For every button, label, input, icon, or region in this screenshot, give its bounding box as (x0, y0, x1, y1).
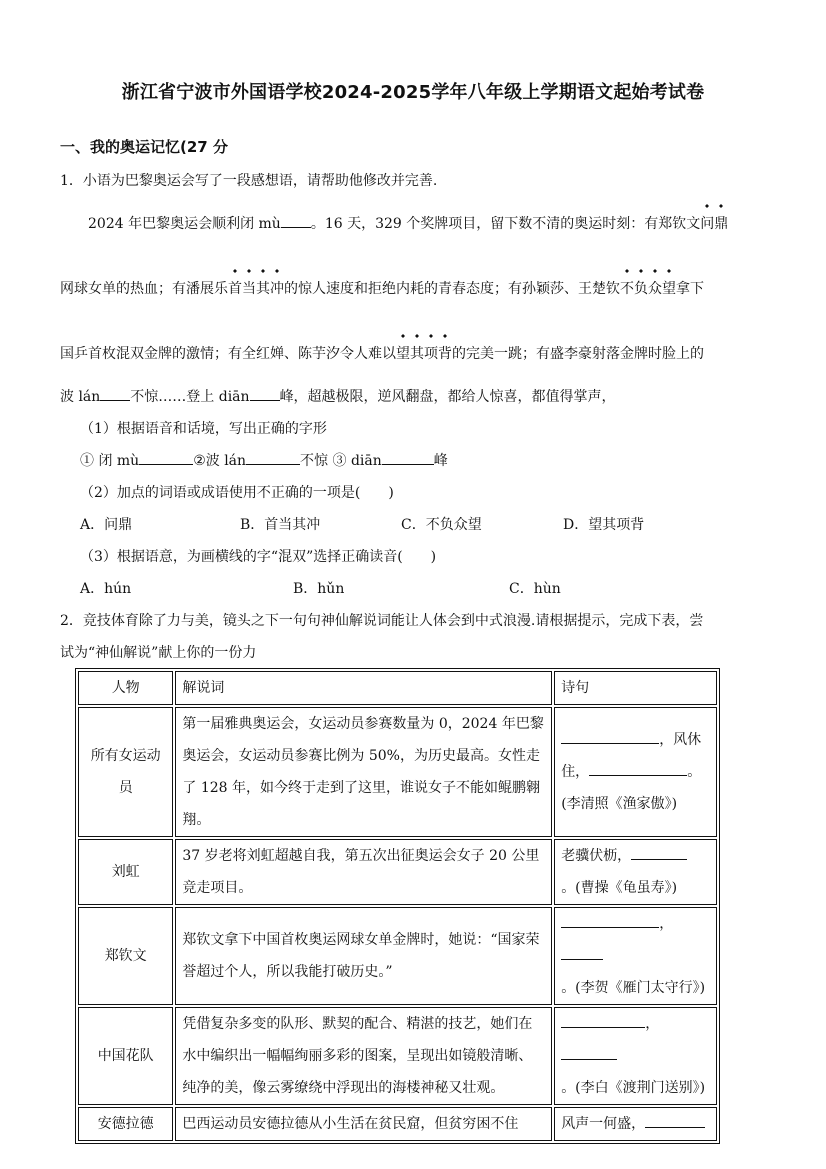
passage-text: 峰，超越极限，逆风翻盘，都给人惊喜，都值得掌声， (279, 389, 616, 405)
dotted-word: 望其项背 (396, 343, 452, 363)
column-header: 人物 (78, 671, 173, 705)
answer-blank[interactable] (561, 1014, 645, 1028)
blank-label: 不惊 ③ diān (300, 453, 382, 469)
blank-label: 峰 (433, 453, 448, 469)
answer-blank[interactable] (561, 914, 659, 928)
answer-blank[interactable] (281, 214, 311, 228)
poem-source: 。(曹操《龟虽寿》) (561, 880, 678, 896)
column-header: 解说词 (175, 671, 552, 705)
poem-source: 。(李白《渡荆门送别》) (561, 1080, 706, 1096)
sub-question-1-blanks (80, 450, 448, 470)
person-cell: 刘虹 (78, 839, 173, 905)
passage-text: 网球女单的热血；有潘展乐 (60, 281, 228, 297)
answer-blank[interactable] (100, 387, 130, 401)
sub-question-3: （3）根据语意，为画横线的字“混双”选择正确读音( ) (80, 549, 437, 565)
option-a[interactable]: A．问鼎 (80, 517, 133, 533)
poem-text: 老骥伏枥， (561, 848, 632, 864)
commentary-cell: 37 岁老将刘虹超越自我，第五次出征奥运会女子 20 公里竞走项目。 (175, 839, 552, 905)
dotted-word: 不负众望 (620, 278, 676, 298)
commentary-cell: 第一届雅典奥运会，女运动员参赛数量为 0，2024 年巴黎奥运会，女运动员参赛比例为 50%，为历史最高。女性走了 128 年，如今终于走到了这里，谁说女子不能如鲲鹏翱翔。 (175, 707, 552, 837)
dotted-word: 问鼎 (700, 213, 728, 233)
poem-cell (554, 839, 717, 905)
passage-line-1 (88, 213, 728, 233)
question-2-line-1: 2．竞技体育除了力与美，镜头之下一句句神仙解说词能让人体会到中式浪漫.请根据提示，完成下表，尝 (60, 613, 704, 629)
blank-label: ②波 lán (193, 453, 247, 469)
passage-text: 2024 年巴黎奥运会顺利闭 mù (88, 216, 281, 232)
option-d[interactable]: D．望其项背 (563, 517, 645, 533)
answer-blank[interactable] (561, 946, 603, 960)
table-row (78, 907, 717, 1005)
passage-line-4 (60, 386, 616, 406)
poem-text: 住， (561, 764, 590, 780)
person-cell: 安德拉德 (78, 1107, 173, 1141)
exam-title: 浙江省宁波市外国语学校2024-2025学年八年级上学期语文起始考试卷 (121, 82, 705, 103)
passage-text: 的惊人速度和拒绝内耗的青春态度；有孙颖莎、王楚钦 (284, 281, 620, 297)
poem-text: ，风休 (659, 732, 702, 748)
poem-source: 。(李贺《雁门太守行》) (561, 980, 706, 996)
passage-text: 国乒首枚混双金牌的激情；有全红婵、陈芋汐令人难以 (60, 346, 396, 362)
poem-text: ， (659, 916, 674, 932)
table-row (78, 839, 717, 905)
option-a[interactable]: A．hún (80, 581, 132, 597)
answer-blank[interactable] (589, 762, 687, 776)
poem-source: (李清照《渔家傲》) (561, 796, 678, 812)
commentary-cell: 郑钦文拿下中国首枚奥运网球女单金牌时，她说：“国家荣誉超过个人，所以我能打破历史。” (175, 907, 552, 1005)
answer-blank[interactable] (250, 387, 280, 401)
sub-question-1: （1）根据语音和话境，写出正确的字形 (80, 421, 327, 437)
poem-cell (554, 1107, 717, 1141)
question-2-line-2: 试为“神仙解说”献上你的一份力 (60, 645, 257, 661)
commentary-cell: 凭借复杂多变的队形、默契的配合、精湛的技艺，她们在水中编织出一幅幅绚丽多彩的图案，呈现出如镜般清晰、纯净的美，像云雾缭绕中浮现出的海楼神秘又壮观。 (175, 1007, 552, 1105)
table-header-row (78, 671, 717, 705)
person-cell: 中国花队 (78, 1007, 173, 1105)
poem-text: 。 (687, 764, 702, 780)
section-heading: 一、我的奥运记忆(27 分 (60, 138, 228, 156)
answer-blank[interactable] (246, 451, 300, 465)
sub-question-2: （2）加点的词语或成语使用不正确的一项是( ) (80, 485, 394, 501)
poem-cell (554, 1007, 717, 1105)
table-row (78, 1007, 717, 1105)
blank-label: ① 闭 mù (80, 453, 140, 469)
poem-text: ， (645, 1016, 660, 1032)
answer-blank[interactable] (645, 1114, 705, 1128)
option-c[interactable]: C．不负众望 (401, 517, 482, 533)
table-row (78, 1107, 717, 1141)
poem-cell (554, 907, 717, 1005)
person-cell: 郑钦文 (78, 907, 173, 1005)
poem-text: 风声一何盛， (561, 1116, 646, 1132)
column-header: 诗句 (554, 671, 717, 705)
passage-text: 拿下 (676, 281, 704, 297)
passage-line-3 (60, 343, 704, 363)
answer-blank[interactable] (561, 730, 659, 744)
answer-blank[interactable] (561, 1046, 617, 1060)
commentary-cell: 巴西运动员安德拉德从小生活在贫民窟，但贫穷困不住 (175, 1107, 552, 1141)
question-1-stem: 1．小语为巴黎奥运会写了一段感想语，请帮助他修改并完善. (60, 173, 438, 189)
passage-text: 。16 天，329 个奖牌项目，留下数不清的奥运时刻：有郑钦文 (310, 216, 701, 232)
answer-blank[interactable] (631, 846, 687, 860)
option-c[interactable]: C．hùn (509, 581, 561, 597)
person-cell (78, 707, 173, 837)
passage-text: 波 lán (60, 389, 101, 405)
dotted-word: 首当其冲 (228, 278, 284, 298)
poem-cell (554, 707, 717, 837)
person-name: 所有女运动员 (90, 748, 161, 796)
passage-text: 的完美一跳；有盛李豪射落金牌时脸上的 (452, 346, 704, 362)
passage-line-2 (60, 278, 704, 298)
passage-text: 不惊……登上 diān (130, 389, 250, 405)
table-row (78, 707, 717, 837)
commentary-table (75, 668, 720, 1144)
option-b[interactable]: B．首当其冲 (240, 517, 321, 533)
answer-blank[interactable] (382, 451, 434, 465)
option-b[interactable]: B．hǔn (293, 581, 345, 597)
answer-blank[interactable] (139, 451, 193, 465)
